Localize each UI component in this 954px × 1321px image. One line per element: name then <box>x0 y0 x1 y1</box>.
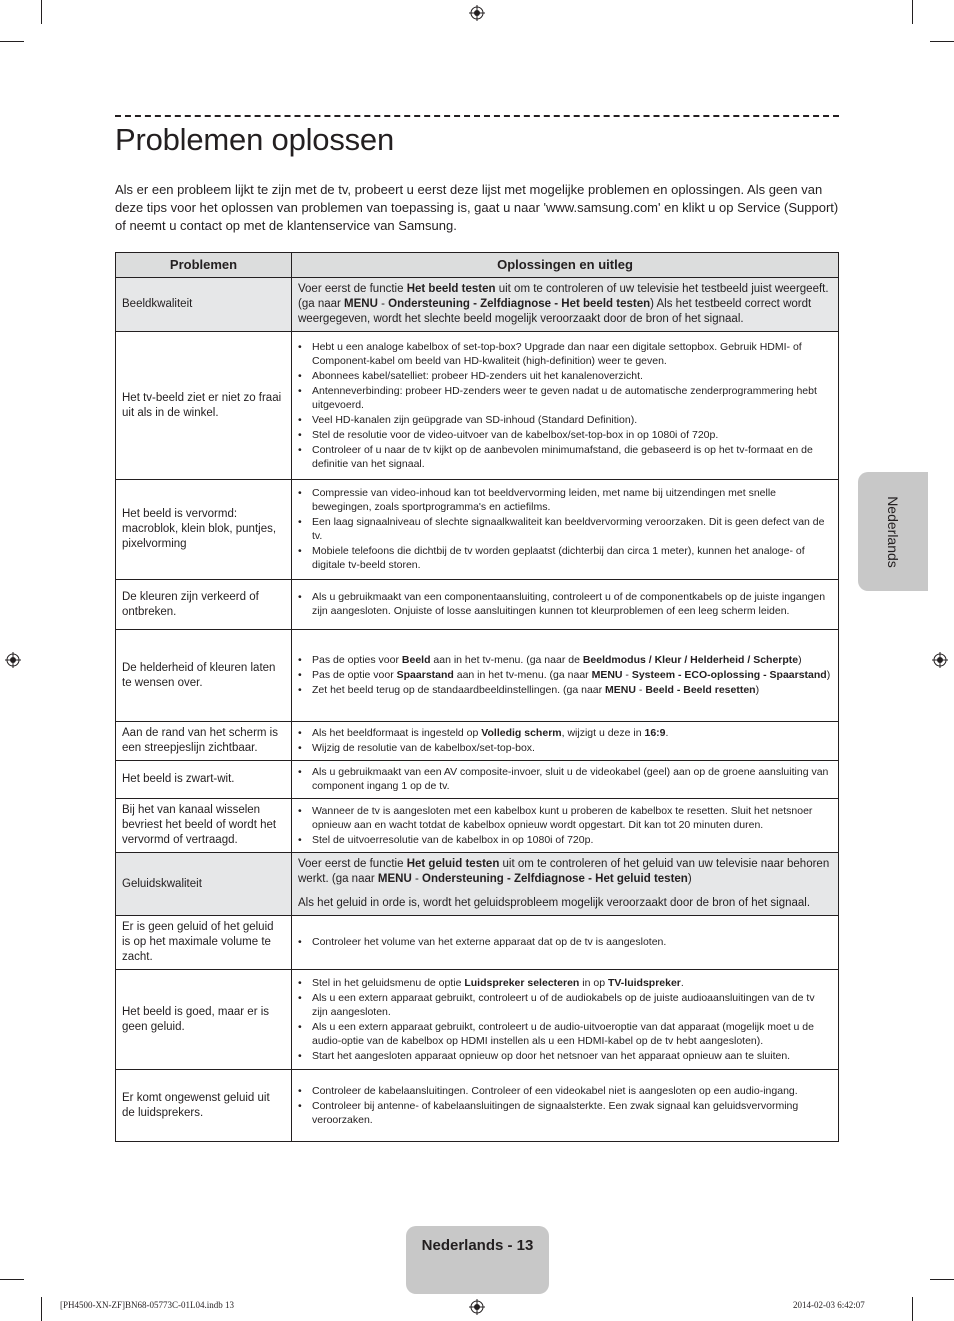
table-row <box>116 278 839 332</box>
list-item: • Als u een extern apparaat gebruikt, controleert u of de audiokabels op de juiste audioaansluitingen van de tv zijn aangesloten. <box>312 991 832 1019</box>
list-item: • Abonnees kabel/satelliet: probeer HD-zenders uit het kanalenoverzicht. <box>312 369 832 383</box>
table-row <box>116 970 839 1070</box>
slug-date-time: 2014-02-03 6:42:07 <box>793 1300 865 1310</box>
problem-cell: Beeldkwaliteit <box>116 278 292 332</box>
table-row <box>116 1070 839 1142</box>
solution-cell <box>292 630 839 722</box>
solution-cell <box>292 722 839 761</box>
column-header-solutions: Oplossingen en uitleg <box>292 253 839 278</box>
table-header-row <box>116 253 839 278</box>
solution-cell <box>292 480 839 580</box>
problem-cell: Geluidskwaliteit <box>116 853 292 916</box>
crop-mark <box>41 1297 42 1321</box>
list-item: • Pas de optie voor Spaarstand aan in het tv-menu. (ga naar MENU - Systeem - ECO-oplossing - Spaarstand) <box>312 668 832 682</box>
problem-cell: De kleuren zijn verkeerd of ontbreken. <box>116 580 292 630</box>
solution-paragraph: Als het geluid in orde is, wordt het geluidsprobleem mogelijk veroorzaakt door de bron of het signaal. <box>298 897 811 909</box>
crop-mark <box>41 0 42 24</box>
table-row <box>116 916 839 970</box>
intro-paragraph: Als er een probleem lijkt te zijn met de tv, probeert u eerst deze lijst met mogelijke problemen en oplossingen. Als geen van deze tips voor het oplossen van problemen van toepassing is, gaat u naar 'www.samsung.com' en klikt u op Service (Support) of neemt u contact op met de klantenservice van Samsung. <box>115 182 839 233</box>
table-row <box>116 630 839 722</box>
list-item: • Veel HD-kanalen zijn geüpgrade van SD-inhoud (Standard Definition). <box>312 413 832 427</box>
column-header-problems: Problemen <box>116 253 292 278</box>
problem-cell: Bij het van kanaal wisselen bevriest het beeld of wordt het vervormd of vertraagd. <box>116 799 292 853</box>
page-number-label: Nederlands - 13 <box>421 1237 534 1254</box>
list-item: • Als u gebruikmaakt van een componentaansluiting, controleert u of de componentkabels op de juiste ingangen zijn aangesloten. Onjuiste of losse aansluitingen kunnen tot kleurproblemen of een leeg scherm leiden. <box>312 590 832 618</box>
registration-mark-icon <box>932 652 948 668</box>
table-row <box>116 853 839 916</box>
list-item: • Zet het beeld terug op de standaardbeeldinstellingen. (ga naar MENU - Beeld - Beeld resetten) <box>312 683 832 697</box>
list-item: • Controleer of u naar de tv kijkt op de aanbevolen minimumafstand, die gebaseerd is op het tv-formaat en de definitie van het signaal. <box>312 443 832 471</box>
table-row <box>116 761 839 799</box>
problem-cell: Aan de rand van het scherm is een streepjeslijn zichtbaar. <box>116 722 292 761</box>
list-item: • Compressie van video-inhoud kan tot beeldvervorming leiden, met name bij uitzendingen met snelle bewegingen, zoals sportprogramma's en actiefilms. <box>312 486 832 514</box>
list-item: • Hebt u een analoge kabelbox of set-top-box? Upgrade dan naar een digitale settopbox. Gebruik HDMI- of Component-kabel om beeld van HD-kwaliteit (high-definition) weer te geven. <box>312 340 832 368</box>
language-side-tab <box>858 472 928 591</box>
list-item: • Pas de opties voor Beeld aan in het tv-menu. (ga naar de Beeldmodus / Kleur / Helderheid / Scherpte) <box>312 653 832 667</box>
problem-cell: Het tv-beeld ziet er niet zo fraai uit als in de winkel. <box>116 332 292 480</box>
solution-cell: Voer eerst de functie Het beeld testen uit om te controleren of uw televisie het testbeeld juist weergeeft. (ga naar MENU - Ondersteuning - Zelfdiagnose - Het beeld testen) Als het testbeeld correct wordt weergegeven, wordt het slechte beeld mogelijk veroorzaakt door de bron of het signaal. <box>292 278 839 332</box>
language-side-tab-label: Nederlands <box>885 495 901 568</box>
solution-cell <box>292 799 839 853</box>
list-item: • Stel de resolutie voor de video-uitvoer van de kabelbox/set-top-box in op 1080i of 720p. <box>312 428 832 442</box>
list-item: • Controleer bij antenne- of kabelaansluitingen de signaalsterkte. Een zwak signaal kan geluidsvervorming veroorzaken. <box>312 1099 832 1127</box>
problem-cell: Er is geen geluid of het geluid is op het maximale volume te zacht. <box>116 916 292 970</box>
solution-cell <box>292 580 839 630</box>
registration-mark-icon <box>469 1299 485 1315</box>
solution-cell <box>292 916 839 970</box>
table-row <box>116 480 839 580</box>
table-row <box>116 799 839 853</box>
problem-cell: De helderheid of kleuren laten te wensen over. <box>116 630 292 722</box>
problem-cell: Het beeld is vervormd: macroblok, klein blok, puntjes, pixelvorming <box>116 480 292 580</box>
crop-mark <box>912 1297 913 1321</box>
problem-cell: Het beeld is goed, maar er is geen geluid. <box>116 970 292 1070</box>
troubleshooting-table <box>115 252 839 1142</box>
problem-cell: Het beeld is zwart-wit. <box>116 761 292 799</box>
crop-mark <box>930 1279 954 1280</box>
solution-cell <box>292 970 839 1070</box>
list-item: • Als u een extern apparaat gebruikt, controleert u de audio-uitvoeroptie van dat apparaat (mogelijk moet u de audio-optie van de kabelbox op HDMI instellen als u een HDMI-kabel op de tv hebt aangesloten). <box>312 1020 832 1048</box>
table-row <box>116 722 839 761</box>
crop-mark <box>0 1279 24 1280</box>
page-number-box <box>406 1226 549 1294</box>
slug-file-info: [PH4500-XN-ZF]BN68-05773C-01L04.indb 13 <box>60 1300 234 1310</box>
page-title: Problemen oplossen <box>115 122 395 157</box>
list-item: • Controleer de kabelaansluitingen. Controleer of een videokabel niet is aangesloten op een audio-ingang. <box>312 1084 832 1098</box>
solution-cell: Voer eerst de functie Het geluid testen uit om te controleren of het geluid van uw televisie naar behoren werkt. (ga naar MENU - Ondersteuning - Zelfdiagnose - Het geluid testen) Als het geluid in orde is, wordt het geluidsprobleem mogelijk veroorzaakt door de bron of het signaal. <box>292 853 839 916</box>
crop-mark <box>912 0 913 24</box>
list-item: • Wanneer de tv is aangesloten met een kabelbox kunt u proberen de kabelbox te resetten. Sluit het netsnoer opnieuw aan en wacht totdat de kabelbox opnieuw wordt opgestart. Dit kan tot 20 minuten duren. <box>312 804 832 832</box>
registration-mark-icon <box>469 5 485 21</box>
list-item: • Mobiele telefoons die dichtbij de tv worden geplaatst (dichterbij dan circa 1 meter), kunnen het analoge- of digitale tv-beeld storen. <box>312 544 832 572</box>
list-item: • Wijzig de resolutie van de kabelbox/set-top-box. <box>312 741 832 755</box>
solution-cell <box>292 761 839 799</box>
solution-cell <box>292 1070 839 1142</box>
list-item: • Stel de uitvoerresolutie van de kabelbox in op 1080i of 720p. <box>312 833 832 847</box>
problem-cell: Er komt ongewenst geluid uit de luidsprekers. <box>116 1070 292 1142</box>
table-row <box>116 580 839 630</box>
list-item: • Antenneverbinding: probeer HD-zenders weer te geven nadat u de automatische zenderprogrammering hebt uitgevoerd. <box>312 384 832 412</box>
table-row <box>116 332 839 480</box>
list-item: • Controleer het volume van het externe apparaat dat op de tv is aangesloten. <box>312 935 832 949</box>
list-item: • Als het beeldformaat is ingesteld op Volledig scherm, wijzigt u deze in 16:9. <box>312 726 832 740</box>
list-item: • Als u gebruikmaakt van een AV composite-invoer, sluit u de videokabel (geel) aan op de groene aansluiting van component ingang 1 op de tv. <box>312 765 832 793</box>
solution-cell <box>292 332 839 480</box>
title-rule <box>115 115 839 117</box>
crop-mark <box>0 41 24 42</box>
registration-mark-icon <box>5 652 21 668</box>
list-item: • Stel in het geluidsmenu de optie Luidspreker selecteren in op TV-luidspreker. <box>312 976 832 990</box>
list-item: • Start het aangesloten apparaat opnieuw op door het netsnoer van het apparaat opnieuw aan te sluiten. <box>312 1049 832 1063</box>
list-item: • Een laag signaalniveau of slechte signaalkwaliteit kan beeldvervorming veroorzaken. Dit is geen defect van de tv. <box>312 515 832 543</box>
crop-mark <box>930 41 954 42</box>
